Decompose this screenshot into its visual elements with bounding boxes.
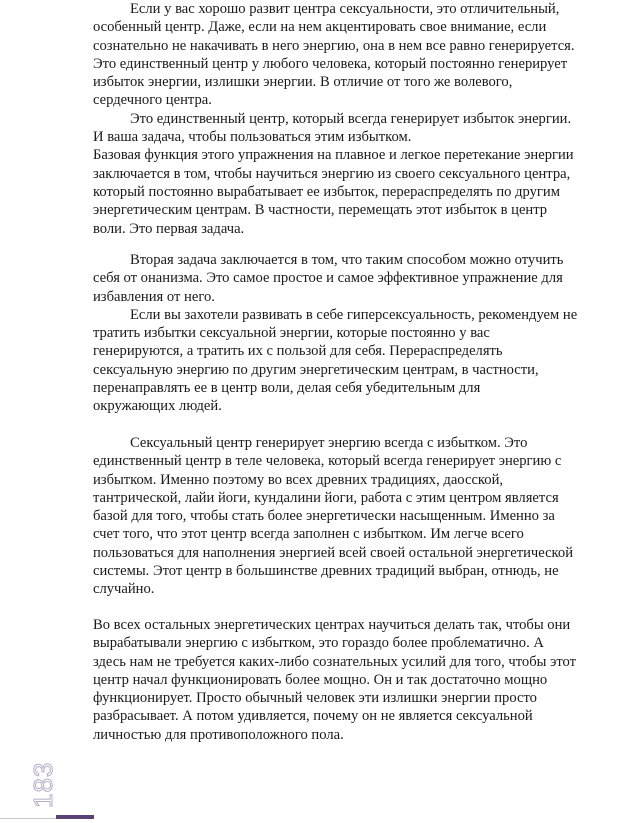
text-line: особенный центр. Даже, если на нем акцентировать свое внимание, если [93, 19, 547, 36]
text-line: генерируются, а тратить их с пользой для себя. Перераспределять [93, 343, 503, 360]
text-line: избытком. Именно поэтому во всех древних традициях, даосской, [93, 471, 504, 488]
text-line: сердечного центра. [93, 92, 212, 109]
page-number: 183 [28, 761, 58, 808]
text-line: И ваша задача, чтобы пользоваться этим избытком. [93, 129, 412, 146]
footer-accent-bar [56, 815, 94, 819]
text-line: который постоянно вырабатывает ее избыток, перераспределять по другим [93, 183, 560, 200]
text-line: здесь нам не требуется каких-либо сознательных усилий для того, чтобы этот [93, 653, 577, 670]
text-line: Если вы захотели развивать в себе гиперсексуальность, рекомендуем не [130, 306, 578, 323]
text-line: избавления от него. [93, 288, 215, 305]
footer-rule [0, 818, 56, 819]
text-line: Базовая функция этого упражнения на плавное и легкое перетекание энергии [93, 147, 574, 164]
text-line: воли. Это первая задача. [93, 220, 245, 237]
text-line: перенаправлять ее в центр воли, делая себя убедительным для [93, 380, 481, 397]
text-line: системы. Этот центр в большинстве древних традиций выбран, отнюдь, не [93, 563, 559, 580]
text-line: единственный центр в теле человека, который всегда генерирует энергию с [93, 453, 562, 470]
page-number-container [22, 761, 58, 810]
text-line: центр начал функционировать более мощно. Он и так достаточно мощно [93, 671, 548, 688]
text-block-1 [93, 0, 620, 238]
text-line: окружающих людей. [93, 398, 222, 415]
text-block-4 [93, 616, 620, 744]
text-line: сознательно не накачивать в него энергию, она в нем все равно генерируется. [93, 37, 575, 54]
text-line: сексуальную энергию по другим энергетическим центрам, в частности, [93, 361, 539, 378]
text-block-3 [93, 434, 620, 599]
text-line: базой для того, чтобы стать более энергетически насыщенным. Именно за [93, 508, 555, 525]
text-line: энергетическим центрам. В частности, перемещать этот избыток в центр [93, 202, 548, 219]
text-line: функционирует. Просто обычный человек эти излишки энергии просто [93, 690, 537, 707]
text-line: Это единственный центр у любого человека, который постоянно генерирует [93, 55, 568, 72]
text-line: заключается в том, чтобы научиться энергию из своего сексуального центра, [93, 165, 571, 182]
text-line: Это единственный центр, который всегда генерирует избыток энергии. [130, 110, 572, 127]
text-line: случайно. [93, 581, 155, 598]
text-line: вырабатывали энергию с избытком, это гораздо более проблематично. А [93, 635, 544, 652]
text-line: Если у вас хорошо развит центра сексуальности, это отличительный, [130, 1, 560, 17]
text-block-2 [93, 251, 620, 416]
text-line: Во всех остальных энергетических центрах научиться делать так, чтобы они [93, 617, 571, 633]
text-line: Сексуальный центр генерирует энергию всегда с избытком. Это [130, 435, 528, 451]
text-line: избыток энергии, излишки энергии. В отличие от того же волевого, [93, 74, 513, 91]
text-line: тантрической, лайи йоги, кундалини йоги, работа с этим центром является [93, 489, 559, 506]
text-line: счет того, что этот центр всегда заполнен с избытком. Им легче всего [93, 526, 524, 543]
text-line: тратить избытки сексуальной энергии, которые постоянно у вас [93, 325, 490, 342]
text-line: разбрасывает. А потом удивляется, почему он не является сексуальной [93, 708, 533, 725]
text-line: пользоваться для наполнения энергией всей своей остальной энергетической [93, 544, 574, 561]
text-line: себя от онанизма. Это самое простое и самое эффективное упражнение для [93, 270, 563, 287]
text-line: личностью для противоположного пола. [93, 726, 344, 743]
text-line: Вторая задача заключается в том, что таким способом можно отучить [130, 252, 564, 268]
